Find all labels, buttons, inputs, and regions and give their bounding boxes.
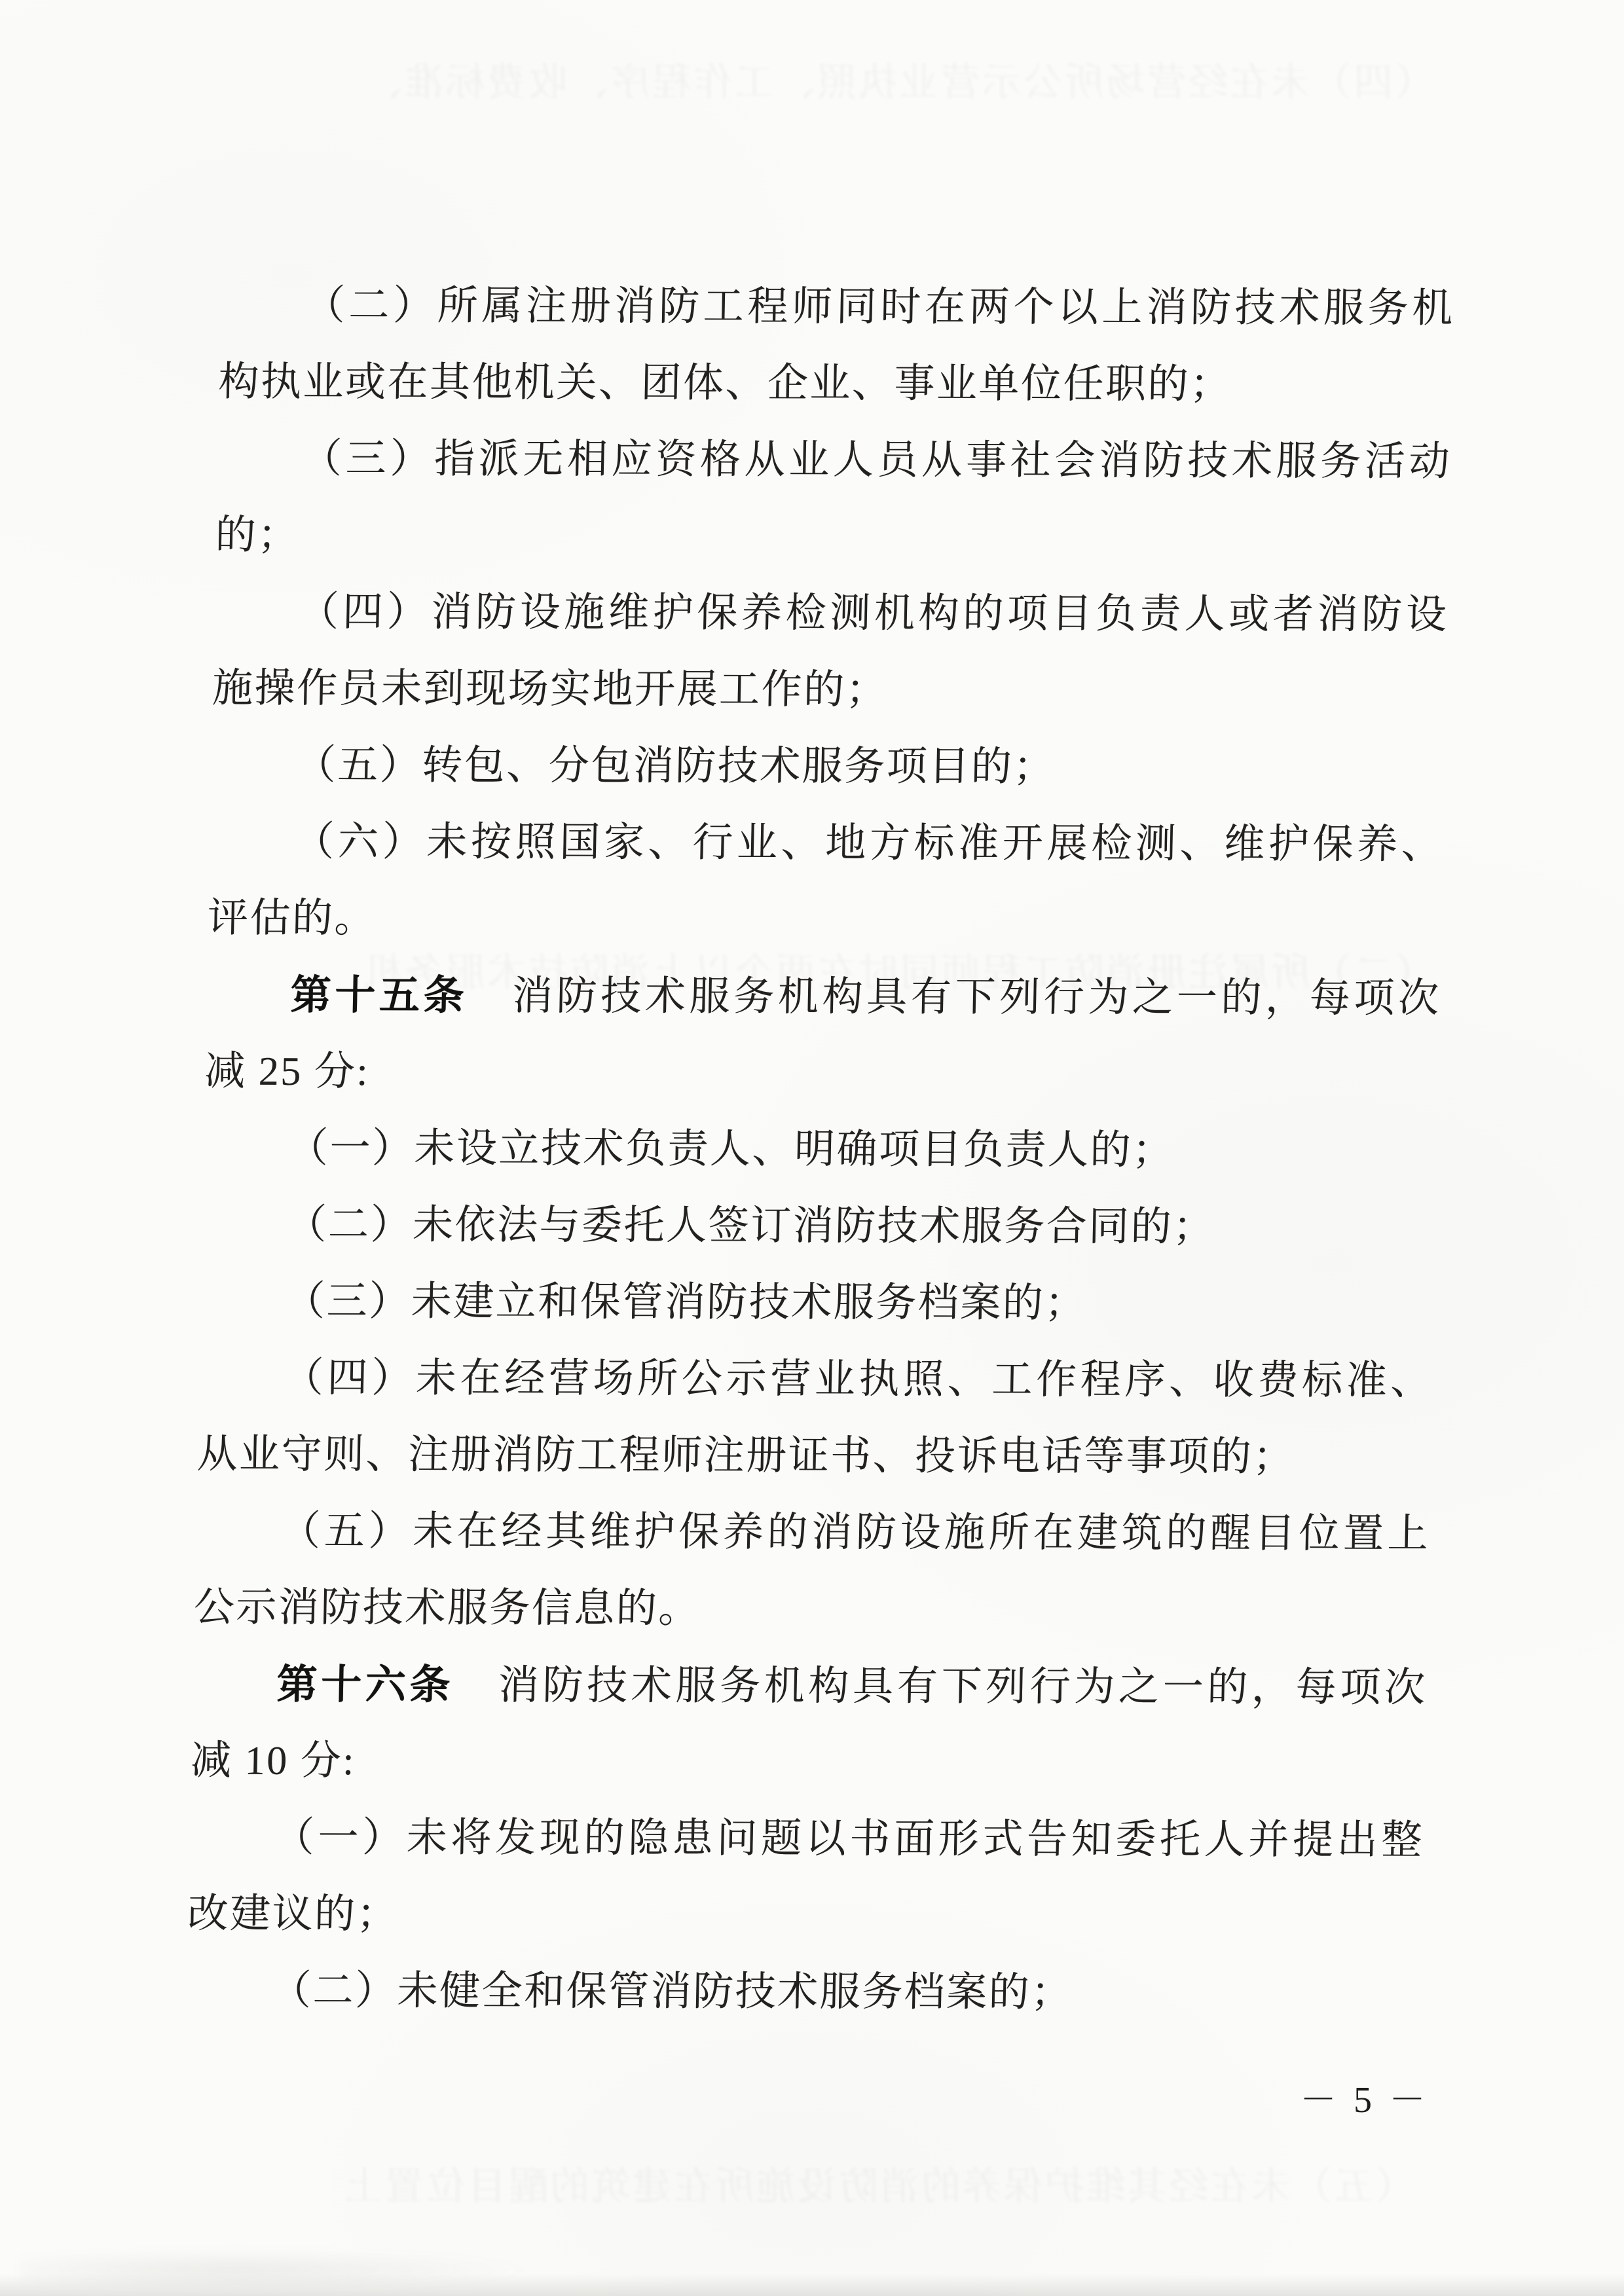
page-number: － 5 － xyxy=(1300,2080,1430,2121)
article-16-heading: 第十六条 xyxy=(276,1662,454,1708)
text-line: （二）所属注册消防工程师同时在两个以上消防技术服务机 xyxy=(304,283,1455,331)
text-line: 改建议的； xyxy=(187,1891,399,1937)
text-line article-heading-line xyxy=(206,957,1441,1037)
text-line: （二）未健全和保管消防技术服务档案的； xyxy=(270,1968,1074,2016)
text-line: （五）未在经其维护保养的消防设施所在建筑的醒目位置上 xyxy=(279,1508,1430,1557)
text-line: （一）未将发现的隐患问题以书面形式告知委托人并提出整 xyxy=(273,1815,1424,1863)
text-line: 的； xyxy=(215,513,301,558)
text-line: 评估的。 xyxy=(207,896,377,941)
text-line: 减 10 分: xyxy=(190,1738,356,1784)
text-line: （三）未建立和保管消防技术服务档案的； xyxy=(284,1279,1088,1326)
text-line: 从业守则、注册消防工程师注册证书、投诉电话等事项的； xyxy=(196,1432,1296,1480)
bleedthrough-text xyxy=(236,2155,1414,2212)
text-line: （六）未按照国家、行业、地方标准开展检测、维护保养、 xyxy=(293,819,1445,867)
text-line: 施操作员未到现场实地开展工作的； xyxy=(212,666,889,713)
article-15-heading: 第十五条 xyxy=(290,972,469,1019)
text-line: （五）转包、分包消防技术服务项目的； xyxy=(295,742,1056,790)
article-16-text: 消防技术服务机构具有下列行为之一的，每项次 xyxy=(453,1663,1428,1711)
text-line: 构执业或在其他机关、团体、企业、事业单位任职的； xyxy=(217,359,1233,407)
text-line: （四）未在经营场所公示营业执照、工作程序、收费标准、 xyxy=(282,1355,1433,1404)
text-line: 公示消防技术服务信息的。 xyxy=(193,1585,701,1631)
document-body xyxy=(185,268,1455,2033)
text-line: （三）指派无相应资格从业人员从事社会消防技术服务活动 xyxy=(301,436,1452,484)
text-line: （二）未依法与委托人签订消防技术服务合同的； xyxy=(285,1202,1216,1250)
text-line: 减 25 分: xyxy=(204,1049,370,1095)
text-line: （四）消防设施维护保养检测机构的项目负责人或者消防设 xyxy=(297,589,1449,638)
bleedthrough-text xyxy=(282,51,1434,107)
text-line article-heading-line xyxy=(191,1646,1427,1726)
article-15-text: 消防技术服务机构具有下列行为之一的，每项次 xyxy=(467,974,1441,1021)
text-line: （一）未设立技术负责人、明确项目负责人的； xyxy=(287,1125,1175,1173)
scan-edge-shadow xyxy=(0,2274,1624,2296)
